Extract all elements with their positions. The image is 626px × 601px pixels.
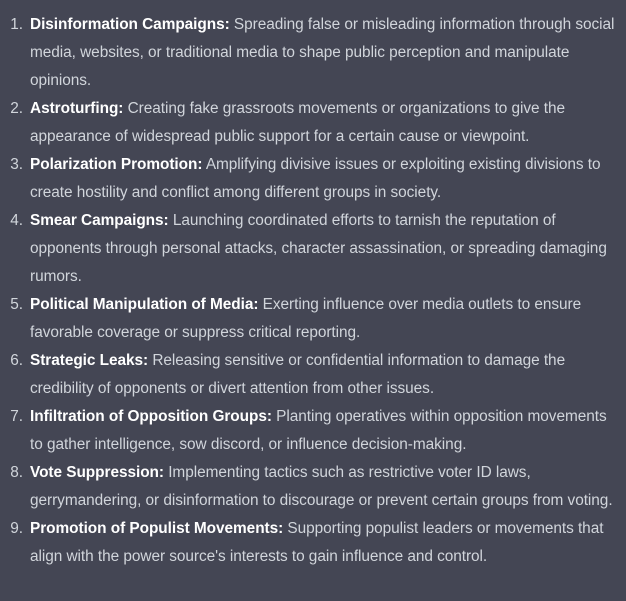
item-description: Launching coordinated efforts to tarnish the reputation of opponents through personal attacks, character assassination, or spreading damaging rumors. <box>30 212 607 285</box>
item-number: 3. <box>10 156 23 173</box>
item-description: Exerting influence over media outlets to ensure favorable coverage or suppress critical reporting. <box>30 296 582 341</box>
item-description: Releasing sensitive or confidential information to damage the credibility of opponents or divert attention from other issues. <box>30 352 566 397</box>
item-description: Amplifying divisive issues or exploiting existing divisions to create hostility and conflict among different groups in society. <box>30 156 601 201</box>
list-item <box>0 403 618 459</box>
list-item <box>0 459 618 515</box>
list-item <box>0 347 618 403</box>
item-description: Planting operatives within opposition movements to gather intelligence, sow discord, or influence decision-making. <box>30 408 607 453</box>
item-description: Supporting populist leaders or movements that align with the power source's interests to gain influence and control. <box>30 520 604 565</box>
item-number: 4. <box>10 212 23 229</box>
item-number: 2. <box>10 100 23 117</box>
item-description: Creating fake grassroots movements or organizations to give the appearance of widespread public support for a certain cause or viewpoint. <box>30 100 566 145</box>
item-term: Disinformation Campaigns: <box>30 16 230 33</box>
list-item <box>0 515 618 571</box>
item-description: Implementing tactics such as restrictive voter ID laws, gerrymandering, or disinformation to discourage or prevent certain groups from voting. <box>30 464 613 509</box>
item-term: Polarization Promotion: <box>30 156 203 173</box>
item-number: 5. <box>10 296 23 313</box>
list-item <box>0 11 618 95</box>
list-item <box>0 291 618 347</box>
item-description: Spreading false or misleading information through social media, websites, or traditional media to shape public perception and manipulate opinions. <box>30 16 615 89</box>
numbered-list <box>0 11 618 571</box>
item-term: Strategic Leaks: <box>30 352 149 369</box>
item-term: Infiltration of Opposition Groups: <box>30 408 272 425</box>
list-item <box>0 151 618 207</box>
list-item <box>0 207 618 291</box>
item-number: 6. <box>10 352 23 369</box>
item-term: Vote Suppression: <box>30 464 164 481</box>
item-number: 1. <box>10 16 23 33</box>
item-term: Astroturfing: <box>30 100 124 117</box>
item-number: 7. <box>10 408 23 425</box>
item-number: 8. <box>10 464 23 481</box>
item-term: Promotion of Populist Movements: <box>30 520 284 537</box>
list-item <box>0 95 618 151</box>
item-term: Smear Campaigns: <box>30 212 169 229</box>
item-term: Political Manipulation of Media: <box>30 296 259 313</box>
item-number: 9. <box>10 520 23 537</box>
